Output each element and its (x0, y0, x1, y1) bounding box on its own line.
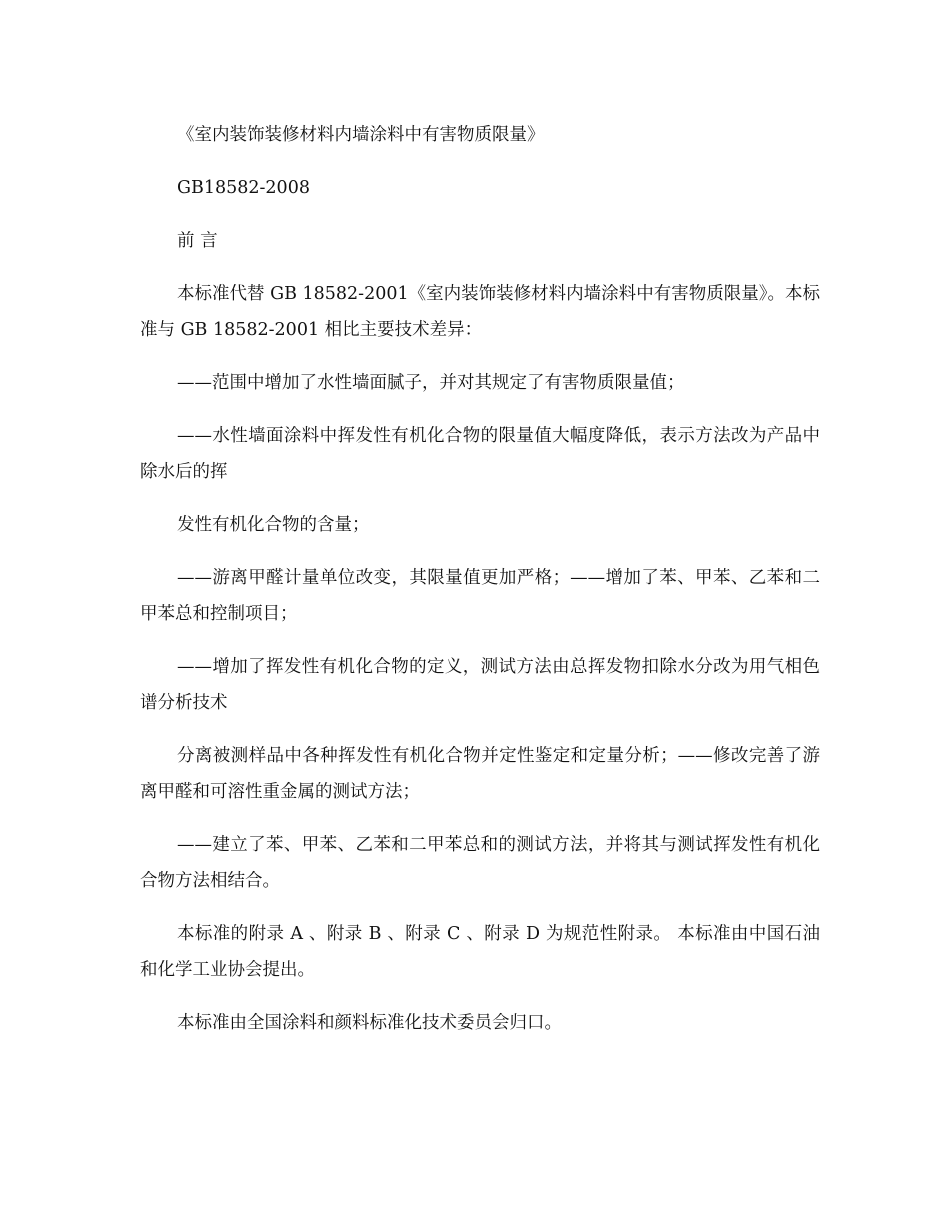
paragraph-appendix-note: 本标准的附录 A 、附录 B 、附录 C 、附录 D 为规范性附录。 本标准由中国石油和化学工业协会提出。 (140, 924, 820, 980)
paragraph-change-voc-definition: ——增加了挥发性有机化合物的定义，测试方法由总挥发物扣除水分改为用气相色谱分析技术 (140, 657, 820, 713)
standard-number: GB18582-2008 (177, 178, 310, 198)
section-heading-foreword: 前 言 (177, 231, 218, 251)
paragraph-committee-note: 本标准由全国涂料和颜料标准化技术委员会归口。 (177, 1013, 562, 1033)
paragraph-change-formaldehyde: ——游离甲醛计量单位改变，其限量值更加严格；——增加了苯、甲苯、乙苯和二甲苯总和控制项目； (140, 568, 820, 624)
paragraph-change-voc-definition-cont: 分离被测样品中各种挥发性有机化合物并定性鉴定和定量分析；——修改完善了游离甲醛和可溶性重金属的测试方法； (140, 746, 820, 802)
paragraph-change-voc-limit-cont: 发性有机化合物的含量； (177, 515, 370, 535)
paragraph-replacement-note: 本标准代替 GB 18582-2001《室内装饰装修材料内墙涂料中有害物质限量》。本标准与 GB 18582-2001 相比主要技术差异： (140, 284, 820, 340)
paragraph-change-voc-limit: ——水性墙面涂料中挥发性有机化合物的限量值大幅度降低，表示方法改为产品中除水后的挥 (140, 426, 820, 482)
document-title: 《室内装饰装修材料内墙涂料中有害物质限量》 (177, 125, 545, 145)
paragraph-change-benzene-test: ——建立了苯、甲苯、乙苯和二甲苯总和的测试方法，并将其与测试挥发性有机化合物方法相结合。 (140, 835, 820, 891)
paragraph-change-scope: ——范围中增加了水性墙面腻子，并对其规定了有害物质限量值； (177, 373, 685, 393)
document-body (140, 117, 820, 1058)
